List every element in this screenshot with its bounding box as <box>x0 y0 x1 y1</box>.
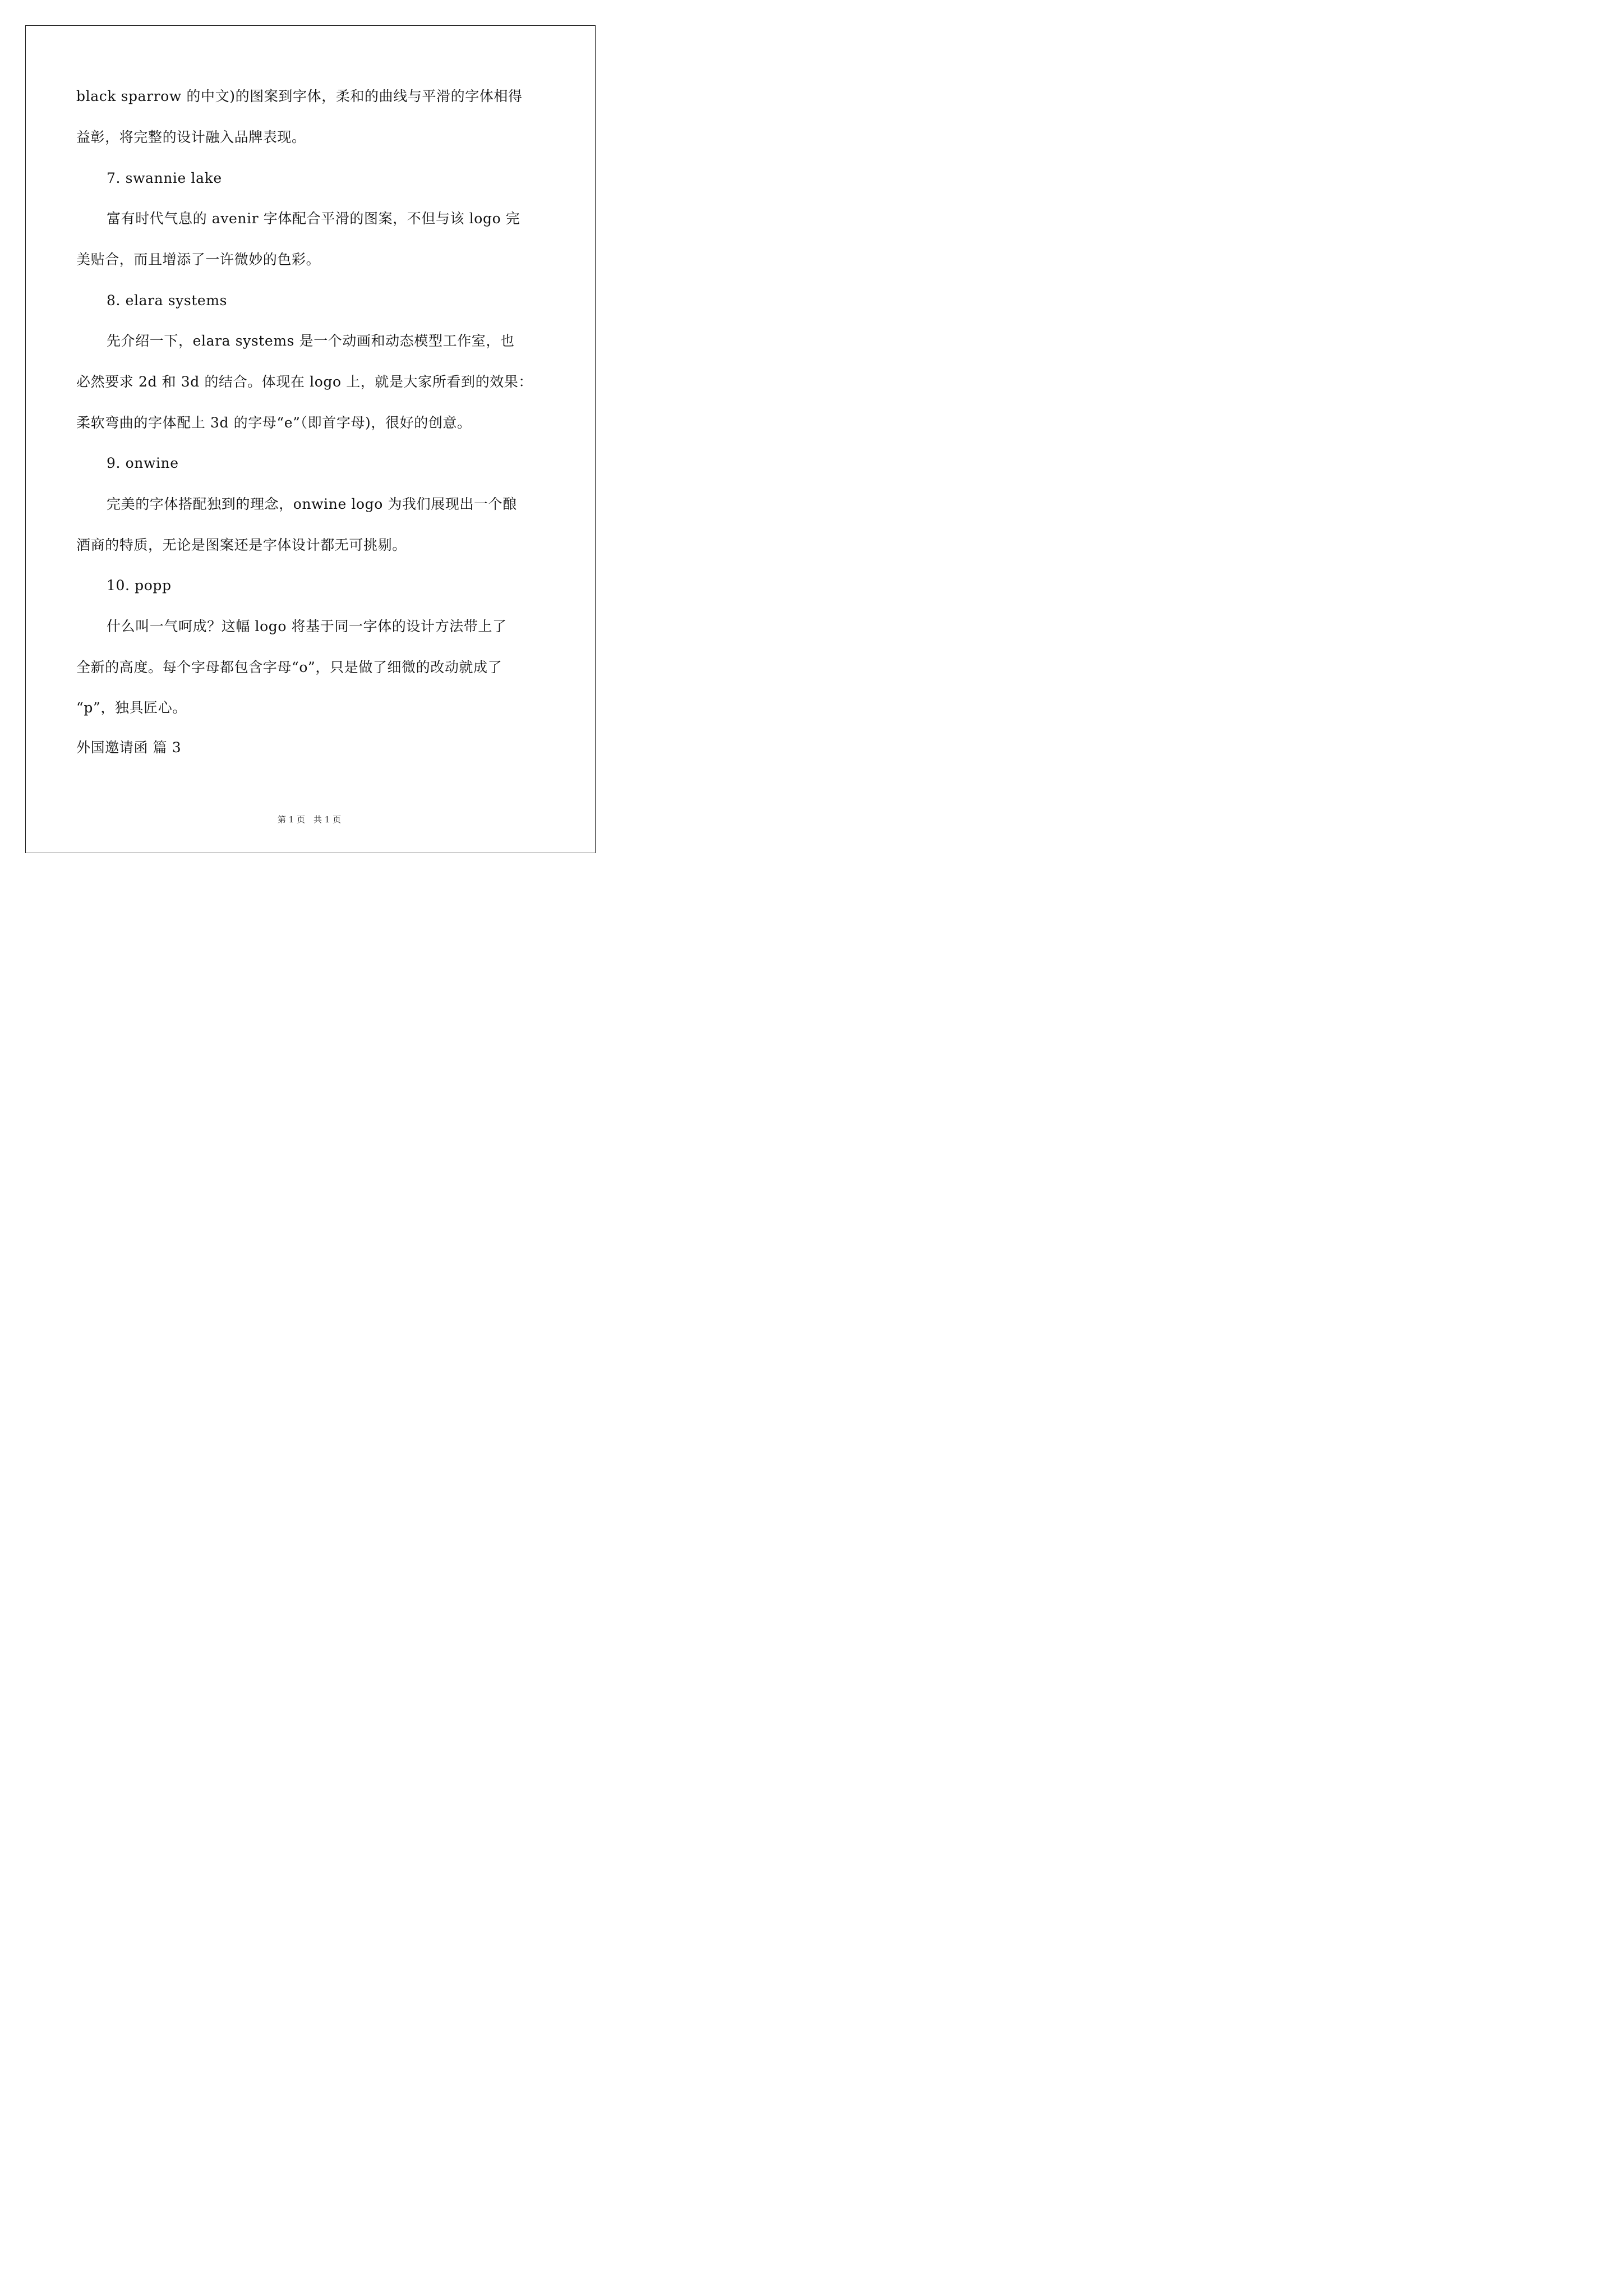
page-footer <box>0 814 619 825</box>
section-heading: 8. elara systems <box>107 292 228 309</box>
article-heading: 外国邀请函 篇 3 <box>76 739 182 756</box>
body-paragraph-line: 全新的高度。每个字母都包含字母“o”，只是做了细微的改动就成了 <box>76 659 502 675</box>
page-border <box>25 25 596 853</box>
page-number-label: 第 1 页 共 1 页 <box>277 815 342 825</box>
section-heading: 10. popp <box>107 577 172 593</box>
body-paragraph-line: 柔软弯曲的字体配上 3d 的字母“e”（即首字母)，很好的创意。 <box>76 415 472 431</box>
body-paragraph-line: 富有时代气息的 avenir 字体配合平滑的图案，不但与该 logo 完 <box>107 210 520 227</box>
body-paragraph-line: 必然要求 2d 和 3d 的结合。体现在 logo 上，就是大家所看到的效果： <box>76 374 533 390</box>
body-paragraph-line: 美贴合，而且增添了一许微妙的色彩。 <box>76 251 321 268</box>
body-paragraph-line: black sparrow 的中文)的图案到字体，柔和的曲线与平滑的字体相得 <box>76 88 523 104</box>
body-paragraph-line: 完美的字体搭配独到的理念，onwine logo 为我们展现出一个酿 <box>107 496 517 512</box>
body-paragraph-line: 什么叫一气呵成？这幅 logo 将基于同一字体的设计方法带上了 <box>107 618 507 634</box>
body-paragraph-line: 益彰，将完整的设计融入品牌表现。 <box>76 129 306 145</box>
section-heading: 7. swannie lake <box>107 170 222 186</box>
body-paragraph-line: 酒商的特质，无论是图案还是字体设计都无可挑剔。 <box>76 537 407 553</box>
body-paragraph-line: “p”，独具匠心。 <box>76 700 187 716</box>
body-paragraph-line: 先介绍一下，elara systems 是一个动画和动态模型工作室，也 <box>107 333 515 349</box>
section-heading: 9. onwine <box>107 455 179 471</box>
